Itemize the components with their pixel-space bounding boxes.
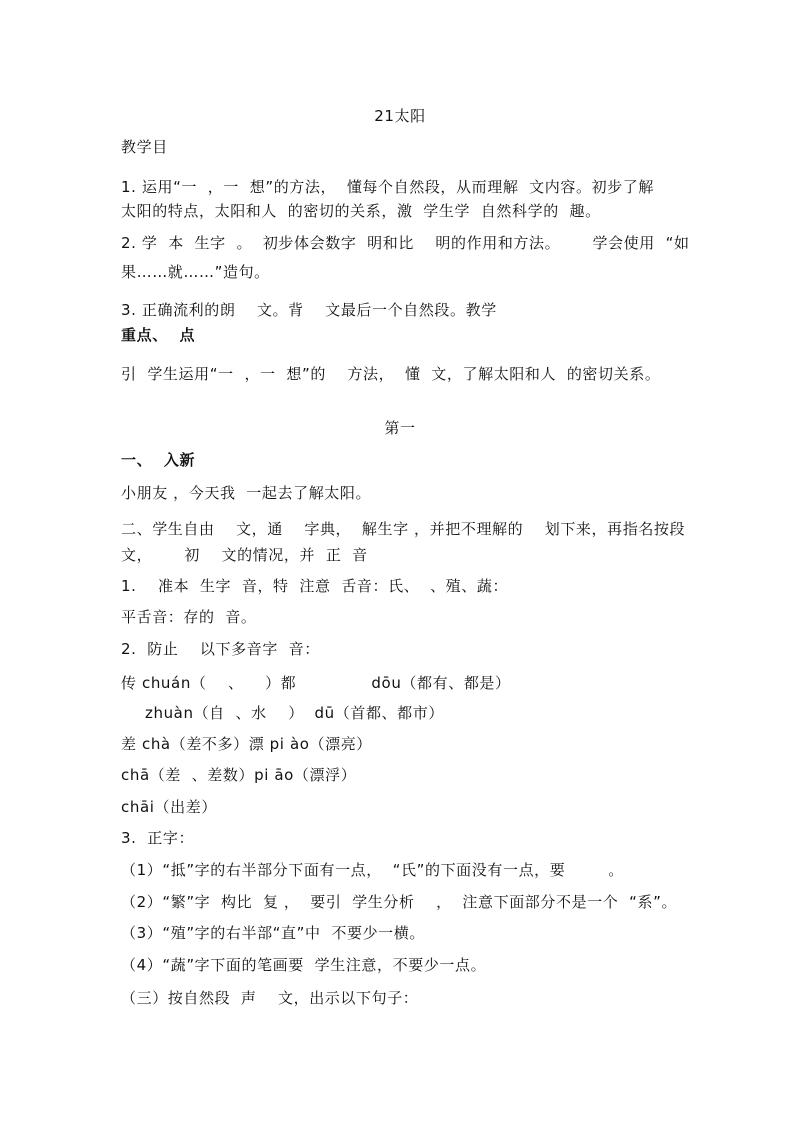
item-2: 2. 防止 以下多音字 音： [121, 640, 320, 658]
item-1: 1. 准本 生字 音，特 注意 舌音：氏、 、殖、蔬： [121, 577, 509, 595]
item-1-flat-tone: 平舌音：存的 音。 [121, 608, 257, 626]
key-points-text: 引 学生运用“一 ，一 想”的 方法， 懂 文，了解太阳和人 的密切关系。 [121, 365, 661, 383]
document-title: 21太阳 [374, 107, 426, 125]
item-3: 3. 正字： [121, 829, 195, 847]
objective-2-line2: 果……就……”造句。 [121, 263, 270, 281]
polyphone-cha2: chā（差 、差数）pi āo（漂浮） [121, 766, 357, 784]
objective-1-line1: 1. 运用“一 ，一 想”的方法， 懂每个自然段，从而理解 文内容。初步了解 [121, 178, 654, 196]
correction-1: （1）“抵”字的右半部分下面有一点， “氏”的下面没有一点，要 。 [121, 861, 624, 879]
polyphone-cha: 差 chà（差不多）漂 pi ào（漂亮） [121, 735, 372, 753]
section-2-line1: 二、学生自由 文，通 字典， 解生字 ，并把不理解的 划下来，再指名按段 [121, 520, 686, 538]
correction-3: （3）“殖”字的右半部“直”中 不要少一横。 [121, 924, 425, 942]
section-1-text: 小朋友 ，今天我 一起去了解太阳。 [121, 484, 372, 502]
polyphone-chuan: 传 chuán（ 、 ）都 dōu（都有、都是） [121, 674, 511, 692]
section-1-heading: 一、 入新 [121, 451, 196, 469]
polyphone-chai: chāi（出差） [121, 798, 217, 816]
objective-1-line2: 太阳的特点，太阳和人 的密切的关系，激 学生学 自然科学的 趣。 [121, 202, 601, 220]
objectives-heading: 教学目 [121, 138, 168, 156]
section-2-line2: 文， 初 文的情况，并 正 音 [121, 546, 368, 564]
correction-2: （2）“繁”字 构比 复 ， 要引 学生分析 ， 注意下面部分不是一个 “系”。 [121, 893, 678, 911]
objective-3: 3. 正确流利的朗 文。背 文最后一个自然段。教学 [121, 301, 497, 319]
objective-2-line1: 2. 学 本 生字 。 初步体会数字 明和比 明的作用和方法。 学会使用 “如 [121, 234, 690, 252]
polyphone-zhuan: zhuàn（自 、水 ） dū（首都、都市） [145, 704, 444, 722]
lesson-heading: 第一 [384, 419, 416, 437]
section-3: （三）按自然段 声 文，出示以下句子： [121, 989, 419, 1007]
key-points-heading: 重点、 点 [121, 326, 196, 344]
correction-4: （4）“蔬”字下面的笔画要 学生注意，不要少一点。 [121, 956, 487, 974]
